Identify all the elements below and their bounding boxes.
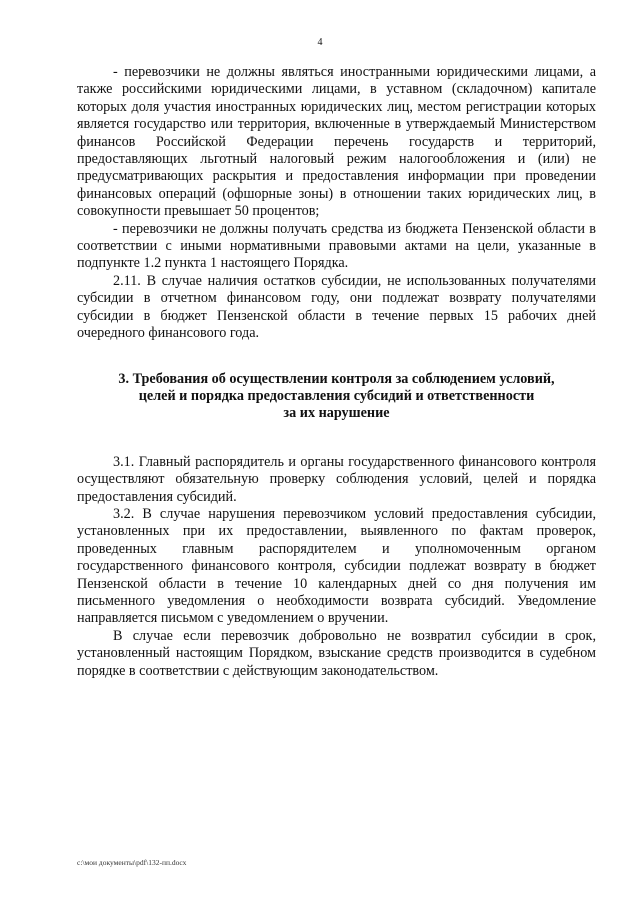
paragraph-3-2: 3.2. В случае нарушения перевозчиком условий предоставления субсидии, установленных при их предоставлении, выявленного по фактам проверок, проведенных главным распорядителем и уполномоченным органом государственного финансового контроля, субсидии подлежат возврату в бюджет Пензенской области в течение 10 календарных дней со дня получения им письменного уведомления о необходимости возврата субсидий. Уведомление направляется письмом с уведомлением о вручении.	[77, 505, 596, 627]
section-3-title	[77, 371, 596, 423]
paragraph-2-11: 2.11. В случае наличия остатков субсидии, не использованных получателями субсидии в отчетном финансовом году, они подлежат возврату получателями субсидии в бюджет Пензенской области в течение первых 15 рабочих дней очередного финансового года.	[77, 272, 596, 342]
section-title-line-3: за их нарушение	[283, 405, 390, 422]
page-number: 4	[317, 37, 323, 48]
section-title-line-2: целей и порядка предоставления субсидий и ответственности	[138, 387, 535, 404]
section-title-line-1: 3. Требования об осуществлении контроля за соблюдением условий,	[118, 370, 555, 387]
paragraph-budget-funds: - перевозчики не должны получать средства из бюджета Пензенской области в соответствии с иными нормативными правовыми актами на цели, указанные в подпункте 1.2 пункта 1 настоящего Порядка.	[77, 220, 596, 272]
footer-file-path: c:\мои документы\pdf\132-пп.docx	[77, 858, 187, 867]
paragraph-foreign-entities: - перевозчики не должны являться иностранными юридическими лицами, а также российскими юридическими лицами, в уставном (складочном) капитале которых доля участия иностранных юридических лиц, местом регистрации которых является государство или территория, включенные в утверждаемый Министерством финансов Российской Федерации перечень государств и территорий, предоставляющих льготный налоговый режим налогообложения и (или) не предусматривающих раскрытия и предоставления информации при проведении финансовых операций (офшорные зоны) в отношении таких юридических лиц, в совокупности превышает 50 процентов;	[77, 64, 596, 220]
paragraph-3-1: 3.1. Главный распорядитель и органы государственного финансового контроля осуществляют обязательную проверку соблюдения условий, целей и порядка предоставления субсидий.	[77, 453, 596, 505]
document-body	[77, 64, 596, 680]
paragraph-voluntary-return: В случае если перевозчик добровольно не возвратил субсидии в срок, установленный настоящим Порядком, взыскание средств производится в судебном порядке в соответствии с действующим законодательством.	[77, 627, 596, 679]
